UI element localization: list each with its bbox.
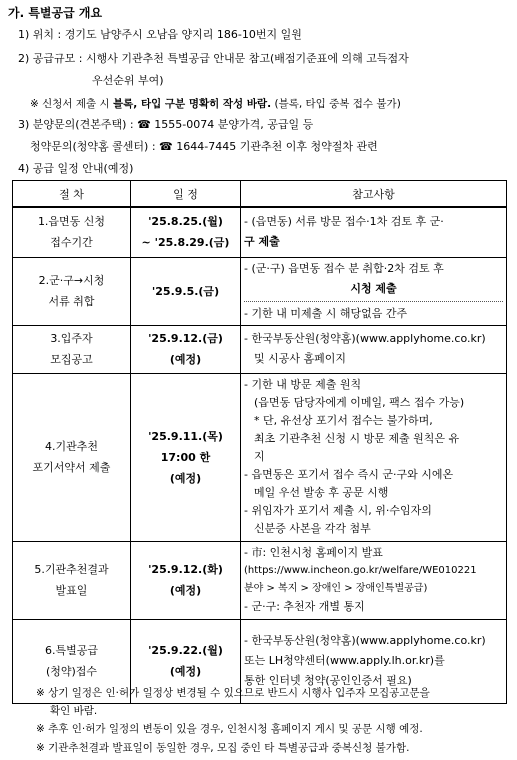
note-text: 지 xyxy=(254,450,265,463)
note-text: 구 제출 xyxy=(244,235,280,249)
step-text: 발표일 xyxy=(55,584,88,597)
header-step: 절 차 xyxy=(13,181,131,208)
step-cell xyxy=(13,257,131,325)
schedule-heading: 4) 공급 일정 안내(예정) xyxy=(18,162,134,175)
note-text: - 위임자가 포기서 제출 시, 위·수임자의 xyxy=(244,504,432,517)
note-text: 신분증 사본을 각각 첨부 xyxy=(254,522,371,535)
step-cell xyxy=(13,373,131,541)
note-text: 및 시공사 홈페이지 xyxy=(254,352,347,365)
notes-cell xyxy=(241,257,507,325)
step-text: (청약)접수 xyxy=(45,665,98,678)
table-row xyxy=(13,325,507,373)
table-row xyxy=(13,541,507,619)
section-title: 가. 특별공급 개요 xyxy=(8,6,103,20)
note-text: - 한국부동산원(청약홈)(www.applyhome.co.kr) xyxy=(244,332,486,345)
note-text: - 市: 인천시청 홈페이지 발표 xyxy=(244,546,383,559)
header-date: 일 정 xyxy=(131,181,241,208)
step-text: 2.군·구→시청 xyxy=(38,274,105,287)
note-text: - (읍면동) 서류 방문 접수·1차 검토 후 군· xyxy=(244,215,444,229)
table-row xyxy=(13,257,507,325)
step-cell xyxy=(13,207,131,257)
warning-line xyxy=(30,97,401,111)
notes-cell xyxy=(241,541,507,619)
note-text: - 기한 내 방문 제출 원칙 xyxy=(244,378,362,391)
warning-prefix: ※ 신청서 제출 시 xyxy=(30,98,114,110)
inquiry-line-1: 3) 분양문의(견본주택) : ☎ 1555-0074 분양가격, 공급일 등 xyxy=(18,118,314,131)
date-text: (예정) xyxy=(169,665,202,678)
header-notes: 참고사항 xyxy=(241,181,507,208)
step-text: 모집공고 xyxy=(50,353,93,366)
notes-cell xyxy=(241,373,507,541)
warning-bold: 블록, 타입 구분 명확히 작성 바람. xyxy=(113,98,272,110)
note-text: - 한국부동산원(청약홈)(www.applyhome.co.kr) xyxy=(244,634,486,647)
notes-cell xyxy=(241,207,507,257)
date-text: '25.9.5.(금) xyxy=(151,284,220,298)
schedule-table xyxy=(12,180,507,704)
note-text: 시청 제출 xyxy=(350,281,397,295)
date-text: '25.8.25.(월) xyxy=(148,215,223,229)
date-cell xyxy=(131,373,241,541)
step-cell xyxy=(13,541,131,619)
date-text: (예정) xyxy=(169,584,202,597)
date-text: (예정) xyxy=(169,353,202,366)
scale-line-1: 2) 공급규모 : 시행사 기관추천 특별공급 안내문 참고(배점기준표에 의해 고득점자 xyxy=(18,52,409,65)
step-text: 포기서약서 제출 xyxy=(32,461,111,474)
date-text: '25.9.12.(금) xyxy=(148,332,223,345)
date-cell xyxy=(131,325,241,373)
note-text: 통한 인터넷 청약(공인인증서 필요) xyxy=(244,674,412,687)
note-text: - 기한 내 미제출 시 해당없음 간주 xyxy=(244,306,408,320)
note-text: (읍면동 담당자에게 이메일, 팩스 접수 가능) xyxy=(254,396,465,409)
note-text: 또는 LH청약센터(www.apply.lh.or.kr)를 xyxy=(244,654,445,667)
table-row xyxy=(13,373,507,541)
step-text: 서류 취합 xyxy=(48,295,95,308)
inquiry-line-2: 청약문의(청약홈 콜센터) : ☎ 1644-7445 기관추천 이후 청약절차 관련 xyxy=(30,140,378,153)
date-text: '25.9.11.(목) xyxy=(148,429,223,443)
step-cell xyxy=(13,325,131,373)
step-text: 4.기관추천 xyxy=(45,440,98,453)
notes-cell xyxy=(241,325,507,373)
note-text: 분야 > 복지 > 장애인 > 장애인특별공급) xyxy=(244,583,428,594)
footnote-2: ※ 추후 인·허가 일정의 변동이 있을 경우, 인천시청 홈페이지 게시 및 공문 시행 예정. xyxy=(36,723,423,735)
note-text: - 군·구: 추천자 개별 통지 xyxy=(244,600,365,613)
footnote-1-cont: 확인 바람. xyxy=(50,705,98,717)
table-header-row xyxy=(13,181,507,208)
date-cell xyxy=(131,207,241,257)
step-text: 1.읍면동 신청 xyxy=(37,215,106,229)
note-text: (https://www.incheon.go.kr/welfare/WE010221 xyxy=(244,565,477,576)
date-cell xyxy=(131,257,241,325)
date-cell xyxy=(131,541,241,619)
date-text: 17:00 한 xyxy=(160,450,211,464)
note-text: 최초 기관추천 신청 시 방문 제출 원칙은 유 xyxy=(254,432,460,445)
dotted-divider xyxy=(244,301,503,302)
step-text: 5.기관추천결과 xyxy=(34,563,109,576)
footnote-1: ※ 상기 일정은 인·허가 일정상 변경될 수 있으므로 반드시 시행사 입주자 모집공고문을 xyxy=(36,687,430,699)
date-text: '25.9.22.(월) xyxy=(148,644,223,657)
step-text: 3.입주자 xyxy=(50,332,93,345)
date-text: ~ '25.8.29.(금) xyxy=(141,236,230,250)
step-text: 접수기간 xyxy=(50,236,93,250)
location-line: 1) 위치 : 경기도 남양주시 오남읍 양지리 186-10번지 일원 xyxy=(18,28,302,41)
date-text: '25.9.12.(화) xyxy=(148,563,223,576)
note-text: - 읍면동은 포기서 접수 즉시 군·구와 시에온 xyxy=(244,468,454,481)
table-row xyxy=(13,207,507,257)
note-text: 메일 우선 발송 후 공문 시행 xyxy=(254,486,389,499)
warning-suffix: (블록, 타입 중복 접수 불가) xyxy=(271,98,401,110)
footnote-3: ※ 기관추천결과 발표일이 동일한 경우, 모집 중인 타 특별공급과 중복신청 불가함. xyxy=(36,742,410,754)
note-text: * 단, 유선상 포기서 접수는 불가하며, xyxy=(254,414,433,427)
scale-line-2: 우선순위 부여) xyxy=(92,74,164,87)
date-text: (예정) xyxy=(169,471,202,485)
step-text: 6.특별공급 xyxy=(45,644,98,657)
note-text: - (군·구) 읍면동 접수 분 취합·2차 검토 후 xyxy=(244,261,444,275)
